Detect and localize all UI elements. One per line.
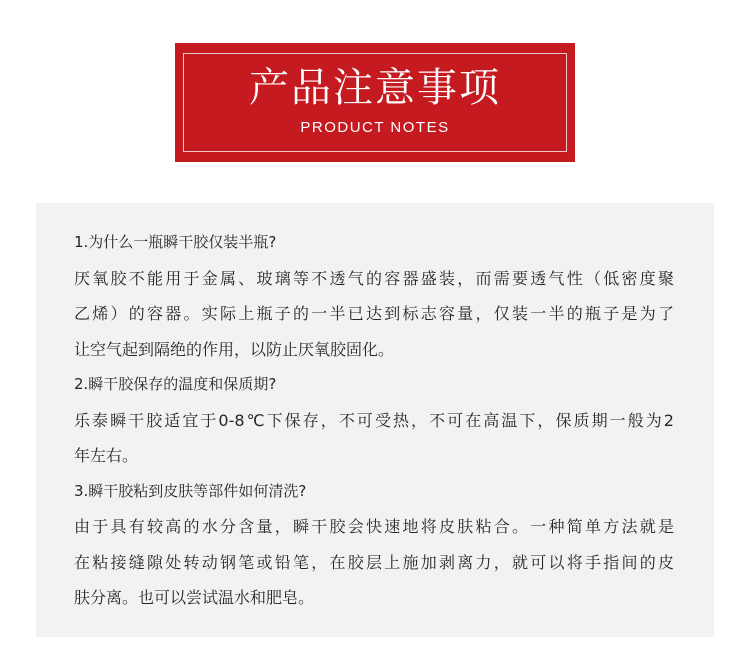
notes-panel [36,203,714,637]
answer-1-line-2: 乙烯）的容器。实际上瓶子的一半已达到标志容量，仅装一半的瓶子是为了 [74,304,674,323]
notes-list [74,225,674,616]
question-1: 1.为什么一瓶瞬干胶仅装半瓶? [74,233,277,251]
page-subtitle: PRODUCT NOTES [300,119,450,136]
answer-2-line-2: 年左右。 [74,446,139,465]
page-title: 产品注意事项 [249,65,501,111]
answer-3-line-1: 由于具有较高的水分含量，瞬干胶会快速地将皮肤粘合。一种简单方法就是 [74,517,674,536]
answer-1-line-1: 厌氧胶不能用于金属、玻璃等不透气的容器盛装，而需要透气性（低密度聚 [74,268,674,288]
answer-2-line-1: 乐泰瞬干胶适宜于0-8℃下保存，不可受热，不可在高温下，保质期一般为2 [74,410,674,430]
answer-3-line-3: 肤分离。也可以尝试温水和肥皂。 [74,588,315,607]
question-2: 2.瞬干胶保存的温度和保质期? [74,375,277,393]
answer-3-line-2: 在粘接缝隙处转动钢笔或铅笔，在胶层上施加剥离力，就可以将手指间的皮 [74,552,674,572]
title-banner [175,43,575,162]
question-3: 3.瞬干胶粘到皮肤等部件如何清洗? [74,481,307,500]
answer-1-line-3: 让空气起到隔绝的作用，以防止厌氧胶固化。 [74,339,395,359]
